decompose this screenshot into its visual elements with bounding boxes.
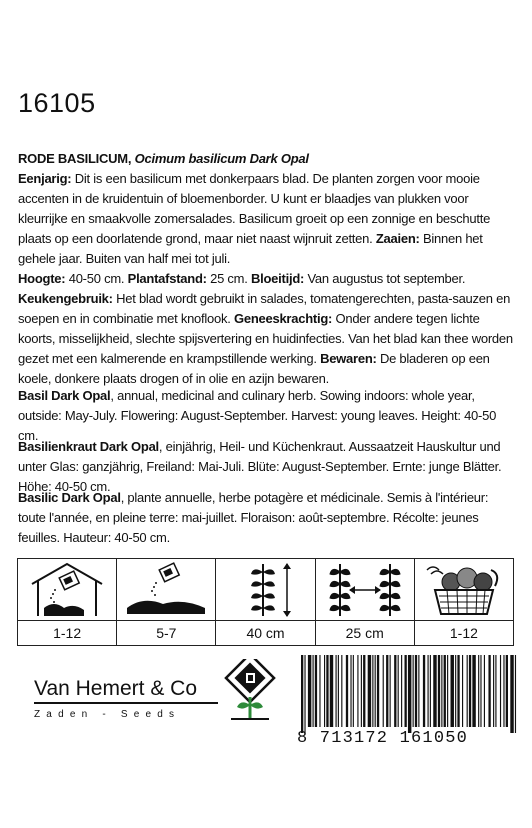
harvest-basket-icon bbox=[421, 560, 507, 618]
barcode-bar bbox=[319, 655, 320, 727]
barcode-bar bbox=[338, 655, 339, 727]
barcode-bar bbox=[444, 655, 446, 727]
barcode-bar bbox=[503, 655, 504, 727]
nl-eenjarig-label: Eenjarig: bbox=[18, 171, 72, 186]
nl-genees-text: Onder andere tegen lichte koorts, misselijkheid, slechte spijsvertering en huidinfecties. Van het blad kan thee worden gezet met een kalmerende en krampstillende werking. bbox=[18, 311, 513, 366]
barcode-bar bbox=[313, 655, 314, 727]
barcode-bar bbox=[438, 655, 440, 727]
nl-eenjarig-text: Dit is een basilicum met donkerpaars blad. De planten zorgen voor mooie accenten in de kruidentuin of bloemenborder. U kunt er blaadjes van plukken voor kleurrijke en smaakvolle zomersalades. Basilicum groeit op een zonnige en beschutte plaats op een doorlatende grond, maar niet naast wijnruit zetten. bbox=[18, 171, 491, 246]
barcode bbox=[297, 655, 519, 753]
en-name: Basil Dark Opal bbox=[18, 388, 111, 403]
barcode-bar bbox=[324, 655, 325, 727]
barcode-bar bbox=[510, 655, 513, 733]
barcode-bar bbox=[372, 655, 373, 727]
barcode-bar bbox=[500, 655, 501, 727]
dutch-description bbox=[18, 149, 518, 389]
barcode-bar bbox=[350, 655, 351, 727]
barcode-bar bbox=[430, 655, 431, 727]
nl-zaaien-label: Zaaien: bbox=[372, 231, 420, 246]
barcode-bar bbox=[451, 655, 454, 727]
nl-title-bold: RODE BASILICUM, bbox=[18, 151, 132, 166]
barcode-bar bbox=[398, 655, 399, 727]
barcode-bar bbox=[478, 655, 479, 727]
indoor-sowing-label: 1-12 bbox=[53, 624, 82, 641]
barcode-digits: 8 713172 161050 bbox=[297, 729, 469, 748]
barcode-bar bbox=[308, 655, 311, 727]
barcode-bar bbox=[346, 655, 348, 727]
plant-spacing-label: 25 cm bbox=[345, 624, 384, 641]
barcode-bar bbox=[336, 655, 337, 727]
barcode-bar bbox=[423, 655, 425, 727]
barcode-bar bbox=[326, 655, 328, 727]
nl-plantafstand-label: Plantafstand: bbox=[124, 271, 207, 286]
icon-cell-indoor bbox=[18, 559, 117, 645]
icon-cell-outdoor bbox=[117, 559, 216, 645]
barcode-bar bbox=[480, 655, 481, 727]
nl-genees-label: Geneeskrachtig: bbox=[230, 311, 333, 326]
barcode-bar bbox=[330, 655, 333, 727]
nl-keuken-label: Keukengebruik: bbox=[18, 291, 113, 306]
plant-height-icon bbox=[223, 560, 309, 618]
icon-cell-height bbox=[216, 559, 315, 645]
barcode-bar bbox=[377, 655, 379, 727]
sowing-icons-strip bbox=[17, 558, 514, 646]
barcode-bar bbox=[488, 655, 490, 727]
barcode-bar bbox=[341, 655, 342, 727]
barcode-bar bbox=[447, 655, 448, 727]
barcode-bar bbox=[472, 655, 475, 727]
barcode-bar bbox=[315, 655, 317, 727]
barcode-bar bbox=[506, 655, 508, 727]
barcode-bar bbox=[418, 655, 419, 727]
nl-keuken-text: Het blad wordt gebruikt in salades, tomatengerechten, pasta-sauzen en soepen en in combinatie met knoflook. bbox=[18, 291, 511, 326]
barcode-bar bbox=[301, 655, 303, 733]
barcode-bar bbox=[495, 655, 496, 727]
barcode-bar bbox=[394, 655, 396, 727]
icon-cell-spacing bbox=[316, 559, 415, 645]
fr-name: Basilic Dark Opal bbox=[18, 490, 121, 505]
outdoor-sowing-icon bbox=[123, 560, 209, 618]
barcode-bar bbox=[363, 655, 365, 727]
fr-text: , plante annuelle, herbe potagère et médicinale. Semis à l'intérieur: toute l'année, en pleine terre: mai-juillet. Floraison: août-septembre. Récolte: jeunes feuilles. Hauteur: 40-50 cm. bbox=[18, 490, 489, 545]
barcode-bars bbox=[297, 655, 519, 733]
icon-cell-harvest bbox=[415, 559, 513, 645]
barcode-bar bbox=[457, 655, 459, 727]
barcode-bar bbox=[455, 655, 456, 727]
barcode-bar bbox=[361, 655, 362, 727]
barcode-bar bbox=[386, 655, 388, 727]
brand-underline bbox=[34, 702, 218, 704]
nl-hoogte-label: Hoogte: bbox=[18, 271, 66, 286]
barcode-bar bbox=[441, 655, 442, 727]
barcode-bar bbox=[415, 655, 417, 727]
nl-hoogte-text: 40-50 cm. bbox=[65, 271, 125, 286]
de-name: Basilienkraut Dark Opal bbox=[18, 439, 159, 454]
brand-emblem-icon bbox=[223, 659, 277, 723]
barcode-bar bbox=[515, 655, 516, 733]
barcode-bar bbox=[405, 655, 407, 727]
barcode-bar bbox=[408, 655, 411, 733]
nl-bewaren-text: De bladeren op een koele, donkere plaats drogen of in olie en azijn bewaren. bbox=[18, 351, 490, 386]
barcode-bar bbox=[413, 655, 414, 727]
barcode-bar bbox=[304, 655, 305, 733]
brand-subtitle: Zaden - Seeds bbox=[34, 709, 181, 720]
french-description bbox=[18, 488, 518, 548]
plant-spacing-icon bbox=[322, 560, 408, 618]
barcode-bar bbox=[357, 655, 358, 727]
en-text: , annual, medicinal and culinary herb. Sowing indoors: whole year, outside: May-July. Flowering: August-September. Harvest: young leaves. Height: 40-50 cm. bbox=[18, 388, 497, 443]
barcode-bar bbox=[390, 655, 391, 727]
barcode-bar bbox=[469, 655, 471, 727]
barcode-bar bbox=[462, 655, 463, 727]
harvest-label: 1-12 bbox=[449, 624, 478, 641]
de-text: , einjährig, Heil- und Küchenkraut. Aussaatzeit Hauskultur und unter Glas: ganzjährig, Freiland: Mai-Juli. Blüte: August-September. Ernte: junge Blätter. Höhe: 40-50 cm. bbox=[18, 439, 502, 494]
barcode-bar bbox=[493, 655, 494, 727]
nl-bloeitijd-label: Bloeitijd: bbox=[247, 271, 305, 286]
barcode-bar bbox=[353, 655, 354, 727]
brand-name: Van Hemert & Co bbox=[34, 677, 198, 700]
outdoor-sowing-label: 5-7 bbox=[156, 624, 177, 641]
indoor-sowing-icon bbox=[24, 560, 110, 618]
product-code: 16105 bbox=[18, 88, 96, 118]
barcode-bar bbox=[467, 655, 468, 727]
nl-zaaien-text: Binnen het gehele jaar. Buiten van half mei tot juli. bbox=[18, 231, 483, 266]
barcode-bar bbox=[368, 655, 371, 727]
barcode-bar bbox=[428, 655, 429, 727]
nl-bloeitijd-text: Van augustus tot september. bbox=[304, 271, 466, 286]
barcode-bar bbox=[375, 655, 376, 727]
barcode-bar bbox=[433, 655, 436, 727]
barcode-bar bbox=[401, 655, 402, 727]
barcode-bar bbox=[383, 655, 384, 727]
plant-height-label: 40 cm bbox=[246, 624, 285, 641]
nl-plantafstand-text: 25 cm. bbox=[206, 271, 248, 286]
nl-bewaren-label: Bewaren: bbox=[316, 351, 377, 366]
barcode-bar bbox=[484, 655, 485, 727]
nl-title-italic: Ocimum basilicum Dark Opal bbox=[131, 151, 309, 166]
